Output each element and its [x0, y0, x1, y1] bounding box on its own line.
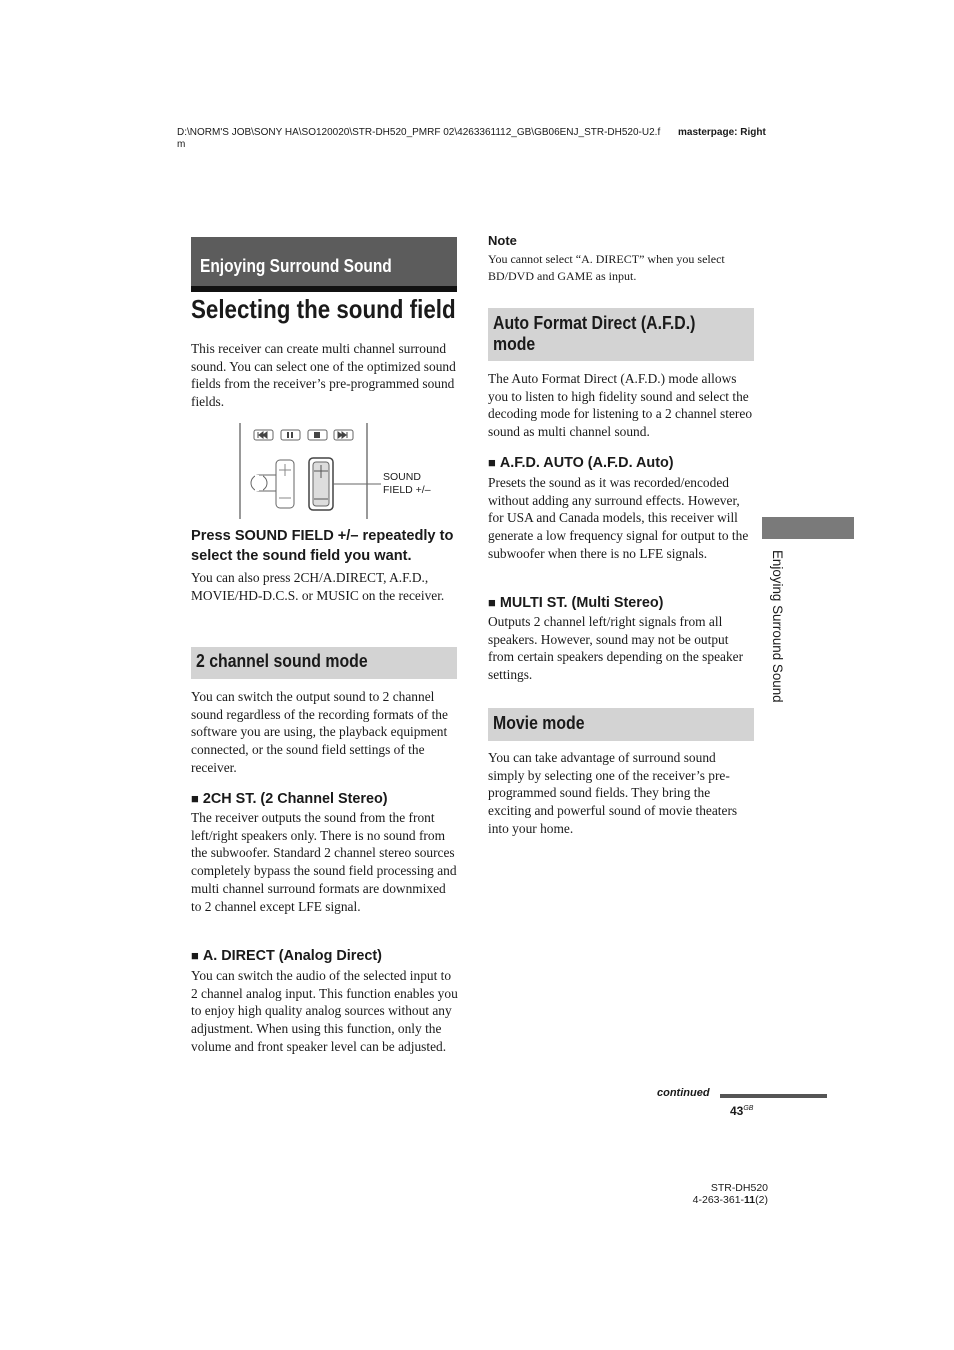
sound-field-rocker-icon [309, 458, 381, 510]
item-a-direct-title: A. DIRECT (Analog Direct) [202, 948, 382, 964]
page-number-value: 43 [730, 1104, 744, 1118]
afd-heading-text: Auto Format Direct (A.F.D.) mode [493, 313, 696, 354]
file-path: D:\NORM'S JOB\SONY HA\SO120020\STR-DH520_PMRF 02\4263361112_GB\GB06ENJ_STR-DH520-U2.fm [177, 127, 661, 150]
side-tab-marker [762, 517, 854, 539]
item-afd-auto-title: A.F.D. AUTO (A.F.D. Auto) [499, 455, 674, 471]
afd-heading [488, 308, 754, 361]
item-2ch-stereo-title: 2CH ST. (2 Channel Stereo) [202, 791, 388, 807]
two-channel-heading-text: 2 channel sound mode [196, 651, 368, 671]
continued-label: continued [657, 1087, 710, 1099]
item-afd-auto-heading [488, 455, 674, 471]
part-prefix: 4-263-361- [692, 1194, 745, 1206]
note-text: You cannot select “A. DIRECT” when you select BD/DVD and GAME as input. [488, 252, 725, 283]
item-2ch-stereo-heading [191, 791, 388, 807]
two-channel-heading [191, 647, 457, 679]
intro-paragraph: This receiver can create multi channel surround sound. You can select one of the optimized sound fields from the receiver’s pre-programmed sound fields. [191, 341, 456, 410]
afd-text: The Auto Format Direct (A.F.D.) mode allows you to listen to high fidelity sound and select the decoding mode for listening to a 2 channel stereo sound as multi channel sound. [488, 371, 753, 440]
file-path-header [177, 127, 777, 151]
side-tab-label: Enjoying Surround Sound [770, 550, 785, 703]
prev-track-button-icon [254, 430, 273, 440]
remote-control-diagram [236, 423, 466, 519]
sound-field-label [383, 471, 431, 497]
footer-model-number: STR-DH520 [710, 1182, 768, 1194]
bullet-square-icon: ■ [488, 595, 496, 610]
section-banner-title: Enjoying Surround Sound [200, 256, 392, 276]
movie-text: You can take advantage of surround sound simply by selecting one of the receiver’s pre-programmed sound fields. They bring the exciting and powerful sound of movie theaters into your home. [488, 750, 738, 836]
masterpage-label: masterpage: Right [678, 127, 766, 138]
sound-field-label-line2: FIELD +/– [383, 484, 431, 496]
page-title: Selecting the sound field [191, 294, 456, 324]
movie-heading [488, 708, 754, 741]
instruction-detail: You can also press 2CH/A.DIRECT, A.F.D., MOVIE/HD-D.C.S. or MUSIC on the receiver. [191, 570, 445, 603]
volume-rocker-icon [251, 460, 294, 508]
section-banner [191, 237, 457, 292]
item-multi-stereo-title: MULTI ST. (Multi Stereo) [499, 595, 664, 611]
item-afd-auto-text: Presets the sound as it was recorded/encoded without adding any surround effects. However, for USA and Canada models, this receiver will generate a low frequency signal for output to the subwoofer when there is no LFE signals. [488, 475, 749, 561]
two-channel-text: You can switch the output sound to 2 channel sound regardless of the recording formats of the software you are using, the playback equipment connected, or the sound field settings of the receiver. [191, 689, 448, 775]
item-multi-stereo-heading [488, 595, 663, 611]
part-bold: 11 [744, 1194, 756, 1206]
stop-button-icon [308, 430, 327, 440]
bullet-square-icon: ■ [488, 455, 496, 470]
bullet-square-icon: ■ [191, 791, 199, 806]
next-track-button-icon [334, 430, 353, 440]
pause-button-icon [281, 430, 300, 440]
sound-field-label-line1: SOUND [383, 471, 421, 483]
item-a-direct-heading [191, 948, 382, 964]
instruction-step: Press SOUND FIELD +/– repeatedly to select the sound field you want. [191, 528, 454, 564]
continued-rule [720, 1094, 827, 1098]
part-suffix: (2) [755, 1194, 768, 1206]
page-number [730, 1104, 753, 1118]
item-multi-stereo-text: Outputs 2 channel left/right signals from all speakers. However, sound may not be output from certain speakers depending on the speaker settings. [488, 614, 744, 683]
remote-illustration [236, 423, 466, 519]
footer-model [690, 1182, 768, 1206]
item-2ch-stereo-text: The receiver outputs the sound from the front left/right speakers only. There is no sound from the subwoofer. Standard 2 channel stereo sources completely bypass the sound field processing and multi channel surround formats are downmixed to 2 channel except LFE signal. [191, 810, 457, 914]
page-number-suffix: GB [743, 1105, 754, 1112]
footer-part-number [690, 1194, 768, 1206]
bullet-square-icon: ■ [191, 948, 199, 963]
movie-heading-text: Movie mode [493, 713, 585, 733]
note-label: Note [488, 233, 517, 248]
item-a-direct-text: You can switch the audio of the selected input to 2 channel analog input. This function enables you to enjoy high quality analog sources without any adjustment. When using this function, only the volume and front speaker level can be adjusted. [191, 968, 458, 1054]
